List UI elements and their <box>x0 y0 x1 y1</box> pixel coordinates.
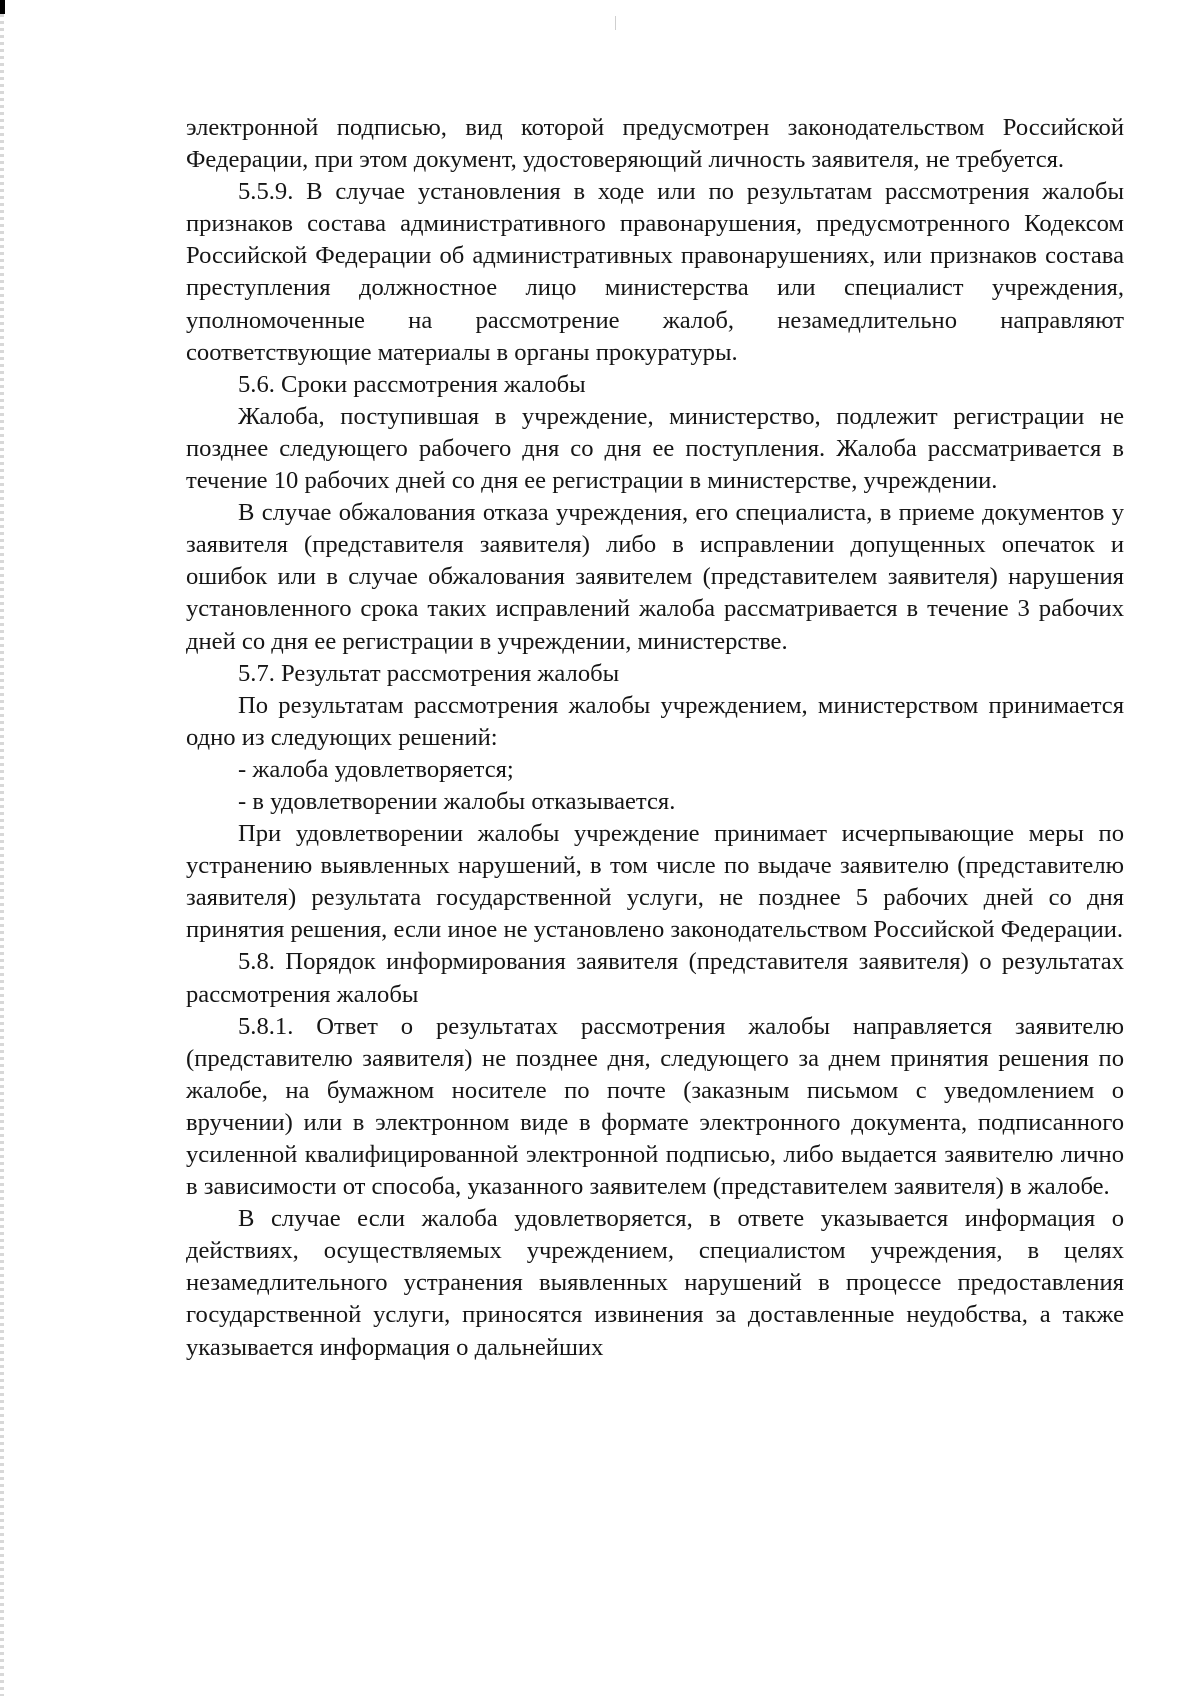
heading-5-8: 5.8. Порядок информирования заявителя (представителя заявителя) о результатах рассмотрения жалобы <box>186 948 1124 1008</box>
paragraph-5-5-9: 5.5.9. В случае установления в ходе или по результатам рассмотрения жалобы признаков состава административного правонарушения, предусмотренного Кодексом Российской Федерации об административных правонарушениях, или признаков состава преступления должностное лицо министерства или специалист учреждения, уполномоченные на рассмотрение жалоб, незамедлительно направляют соответствующие материалы в органы прокуратуры. <box>186 178 1124 366</box>
paragraph-5-8-1: 5.8.1. Ответ о результатах рассмотрения жалобы направляется заявителю (представителю заявителя) не позднее дня, следующего за днем принятия решения по жалобе, на бумажном носителе по почте (заказным письмом с уведомлением о вручении) или в электронном виде в формате электронного документа, подписанного усиленной квалифицированной электронной подписью, либо выдается заявителю лично в зависимости от способа, указанного заявителем (представителем заявителя) в жалобе. <box>186 1012 1124 1201</box>
paragraph-decision-intro: По результатам рассмотрения жалобы учреждением, министерством принимается одно из следующих решений: <box>186 691 1124 751</box>
paragraph-esignature-continuation: электронной подписью, вид которой предусмотрен законодательством Российской Федерации, при этом документ, удостоверяющий личность заявителя, не требуется. <box>186 114 1124 174</box>
document-body <box>186 112 1124 1364</box>
scan-edge-mark <box>0 0 5 14</box>
paragraph-complaint-registration: Жалоба, поступившая в учреждение, министерство, подлежит регистрации не позднее следующего рабочего дня со дня ее поступления. Жалоба рассматривается в течение 10 рабочих дней со дня ее регистрации в министерстве, учреждении. <box>186 402 1124 495</box>
list-item-refused: - в удовлетворении жалобы отказывается. <box>238 787 676 815</box>
paragraph-remedy-measures: При удовлетворении жалобы учреждение принимает исчерпывающие меры по устранению выявленных нарушений, в том числе по выдаче заявителю (представителю заявителя) результата государственной услуги, не позднее 5 рабочих дней со дня принятия решения, если иное не установлено законодательством Российской Федерации. <box>186 820 1124 944</box>
scan-edge-artifact <box>0 0 4 1696</box>
paragraph-appeal-refusal: В случае обжалования отказа учреждения, его специалиста, в приеме документов у заявителя (представителя заявителя) либо в исправлении допущенных опечаток и ошибок или в случае обжалования заявителем (представителем заявителя) нарушения установленного срока таких исправлений жалоба рассматривается в течение 3 рабочих дней со дня ее регистрации в учреждении, министерстве. <box>186 499 1124 655</box>
heading-5-7: 5.7. Результат рассмотрения жалобы <box>238 659 620 687</box>
heading-5-6: 5.6. Сроки рассмотрения жалобы <box>238 370 586 398</box>
paragraph-if-satisfied: В случае если жалоба удовлетворяется, в ответе указывается информация о действиях, осуществляемых учреждением, специалистом учреждения, в целях незамедлительного устранения выявленных нарушений в процессе предоставления государственной услуги, приносятся извинения за доставленные неудобства, а также указывается информация о дальнейших <box>186 1205 1124 1361</box>
scan-speck <box>615 16 616 30</box>
list-item-satisfied: - жалоба удовлетворяется; <box>238 755 514 783</box>
